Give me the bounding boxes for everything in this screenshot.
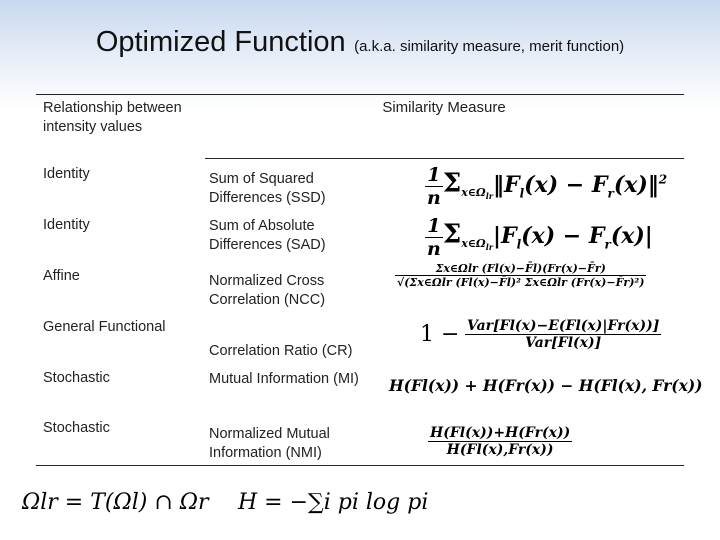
row-ncc-measure: Normalized Cross Correlation (NCC) bbox=[209, 273, 326, 308]
row-cr-measure: Correlation Ratio (CR) bbox=[209, 343, 353, 359]
header-similarity-measure: Similarity Measure bbox=[382, 99, 506, 116]
table-top-rule bbox=[36, 94, 684, 95]
title-subtitle: (a.k.a. similarity measure, merit function) bbox=[354, 38, 625, 55]
row-sad-measure: Sum of Absolute Differences (SAD) bbox=[209, 218, 326, 253]
ncc-formula: $\frac{\text{Σx∈Ωlr (Fl(x)−F̄l)(Fr(x)−F̄r)}}{\text{√(Σx∈Ωlr (Fl(x)−F̄l)² Σx∈Ωlr (Fr(x)−F̄r)²)}}$ bbox=[397, 262, 645, 289]
table-bottom-rule bbox=[36, 465, 684, 466]
sad-formula: $\frac{1}{n}$ $\Sigma_{x\in\Omega_{lr}}|F_l(x) - F_r(x)|$ bbox=[427, 215, 653, 260]
row-nmi-relationship: Stochastic bbox=[43, 420, 110, 436]
ssd-formula: $\frac{1}{n}$ $\Sigma_{x\in\Omega_{lr}}‖F_l(x)$ − $F_r(x)‖^2$ bbox=[427, 164, 668, 209]
row-mi-measure: Mutual Information (MI) bbox=[209, 371, 359, 387]
row-mi-relationship: Stochastic bbox=[43, 370, 110, 386]
nmi-formula: $\frac{H(Fl(x))+H(Fr(x))}{H(Fl(x),Fr(x))}$ bbox=[430, 425, 571, 458]
row-sad-relationship: Identity bbox=[43, 217, 90, 233]
row-ssd-relationship: Identity bbox=[43, 166, 90, 182]
slide-title bbox=[0, 26, 720, 59]
row-cr-relationship: General Functional bbox=[43, 319, 166, 335]
row-ncc-relationship: Affine bbox=[43, 268, 80, 284]
row-ssd-measure: Sum of Squared Differences (SSD) bbox=[209, 171, 326, 206]
cr-formula: 1 − $\frac{\text{Var[Fl(x)−E(Fl(x)|Fr(x))]}}{\text{Var[Fl(x)]}}$ bbox=[420, 318, 660, 351]
entropy-definition: H = −∑i pi log pi bbox=[238, 490, 429, 515]
mi-formula: H(Fl(x)) + H(Fr(x)) − H(Fl(x), Fr(x)) bbox=[389, 376, 703, 395]
header-rule bbox=[205, 158, 684, 159]
row-nmi-measure: Normalized Mutual Information (NMI) bbox=[209, 426, 330, 461]
header-relationship: Relationship between intensity values bbox=[43, 100, 182, 135]
title-main: Optimized Function bbox=[95, 26, 346, 58]
overlap-definition: Ωlr = T(Ωl) ∩ Ωr bbox=[22, 490, 209, 515]
